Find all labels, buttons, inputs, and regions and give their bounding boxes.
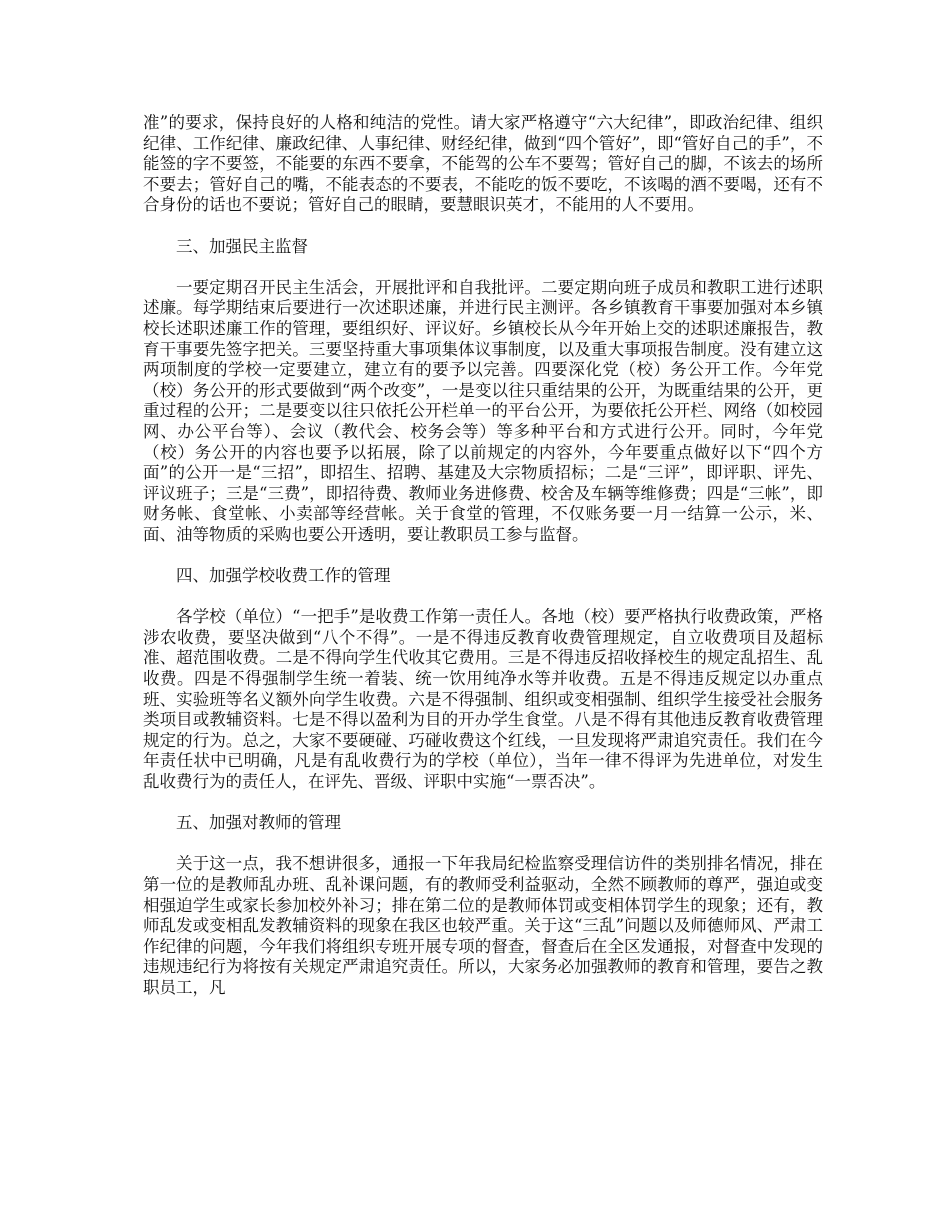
section-heading-3: 三、加强民主监督 xyxy=(176,236,308,256)
paragraph-gap xyxy=(143,834,823,855)
paragraph-gap xyxy=(143,216,823,237)
document-page xyxy=(143,113,823,999)
paragraph-intro: 准”的要求，保持良好的人格和纯洁的党性。请大家严格遵守“六大纪律”，即政治纪律、组织纪律、工作纪律、廉政纪律、人事纪律、财经纪律，做到“四个管好”，即“管好自己的手”，不能签的字不要签，不能要的东西不要拿，不能驾的公车不要驾；管好自己的脚，不该去的场所不要去；管好自己的嘴，不能表态的不要表，不能吃的饭不要吃，不该喝的酒不要喝，还有不合身份的话也不要说；管好自己的眼睛，要慧眼识英才，不能用的人不要用。 xyxy=(143,113,823,215)
paragraph-gap xyxy=(143,587,823,608)
paragraph-gap xyxy=(143,257,823,278)
section-heading-5: 五、加强对教师的管理 xyxy=(176,813,341,833)
paragraph-section-5: 关于这一点，我不想讲很多，通报一下年我局纪检监察受理信访件的类别排名情况，排在第一位的是教师乱办班、乱补课问题，有的教师受利益驱动，全然不顾教师的尊严，强迫或变相强迫学生或家长参加校外补习；排在第二位的是教师体罚或变相体罚学生的现象；还有，教师乱发或变相乱发教辅资料的现象在我区也较严重。关于这“三乱”问题以及师德师风、严肃工作纪律的问题，今年我们将组织专班开展专项的督查，督查后在全区发通报，对督查中发现的违规违纪行为将按有关规定严肃追究责任。所以，大家务必加强教师的教育和管理，要告之教职员工，凡 xyxy=(143,854,823,997)
paragraph-section-3: 一要定期召开民主生活会，开展批评和自我批评。二要定期向班子成员和教职工进行述职述廉。每学期结束后要进行一次述职述廉，并进行民主测评。各乡镇教育干事要加强对本乡镇校长述职述廉工作的管理，要组织好、评议好。乡镇校长从今年开始上交的述职述廉报告，教育干事要先签字把关。三要坚持重大事项集体议事制度，以及重大事项报告制度。没有建立这两项制度的学校一定要建立，建立有的要予以完善。四要深化党（校）务公开工作。今年党（校）务公开的形式要做到“两个改变”，一是变以往只重结果的公开，为既重结果的公开，更重过程的公开；二是要变以往只依托公开栏单一的平台公开，为要依托公开栏、网络（如校园网、办公平台等）、会议（教代会、校务会等）等多种平台和方式进行公开。同时，今年党（校）务公开的内容也要予以拓展，除了以前规定的内容外，今年要重点做好以下“四个方面”的公开一是“三招”，即招生、招聘、基建及大宗物质招标；二是“三评”，即评职、评先、评议班子；三是“三费”，即招待费、教师业务进修费、校舍及车辆等维修费；四是“三帐”，即财务帐、食堂帐、小卖部等经营帐。关于食堂的管理，不仅账务要一月一结算一公示，米、面、油等物质的采购也要公开透明，要让教职员工参与监督。 xyxy=(143,277,823,544)
paragraph-gap xyxy=(143,545,823,566)
paragraph-gap xyxy=(143,793,823,814)
section-heading-4: 四、加强学校收费工作的管理 xyxy=(176,566,391,586)
paragraph-section-4: 各学校（单位）“一把手”是收费工作第一责任人。各地（校）要严格执行收费政策，严格涉农收费，要坚决做到“八个不得”。一是不得违反教育收费管理规定，自立收费项目及超标准、超范围收费。二是不得向学生代收其它费用。三是不得违反招收择校生的规定乱招生、乱收费。四是不得强制学生统一着装、统一饮用纯净水等并收费。五是不得违反规定以办重点班、实验班等名义额外向学生收费。六是不得强制、组织或变相强制、组织学生接受社会服务类项目或教辅资料。七是不得以盈利为目的开办学生食堂。八是不得有其他违反教育收费管理规定的行为。总之，大家不要硬碰、巧碰收费这个红线，一旦发现将严肃追究责任。我们在今年责任状中已明确，凡是有乱收费行为的学校（单位），当年一律不得评为先进单位，对发生乱收费行为的责任人，在评先、晋级、评职中实施“一票否决”。 xyxy=(143,607,823,791)
